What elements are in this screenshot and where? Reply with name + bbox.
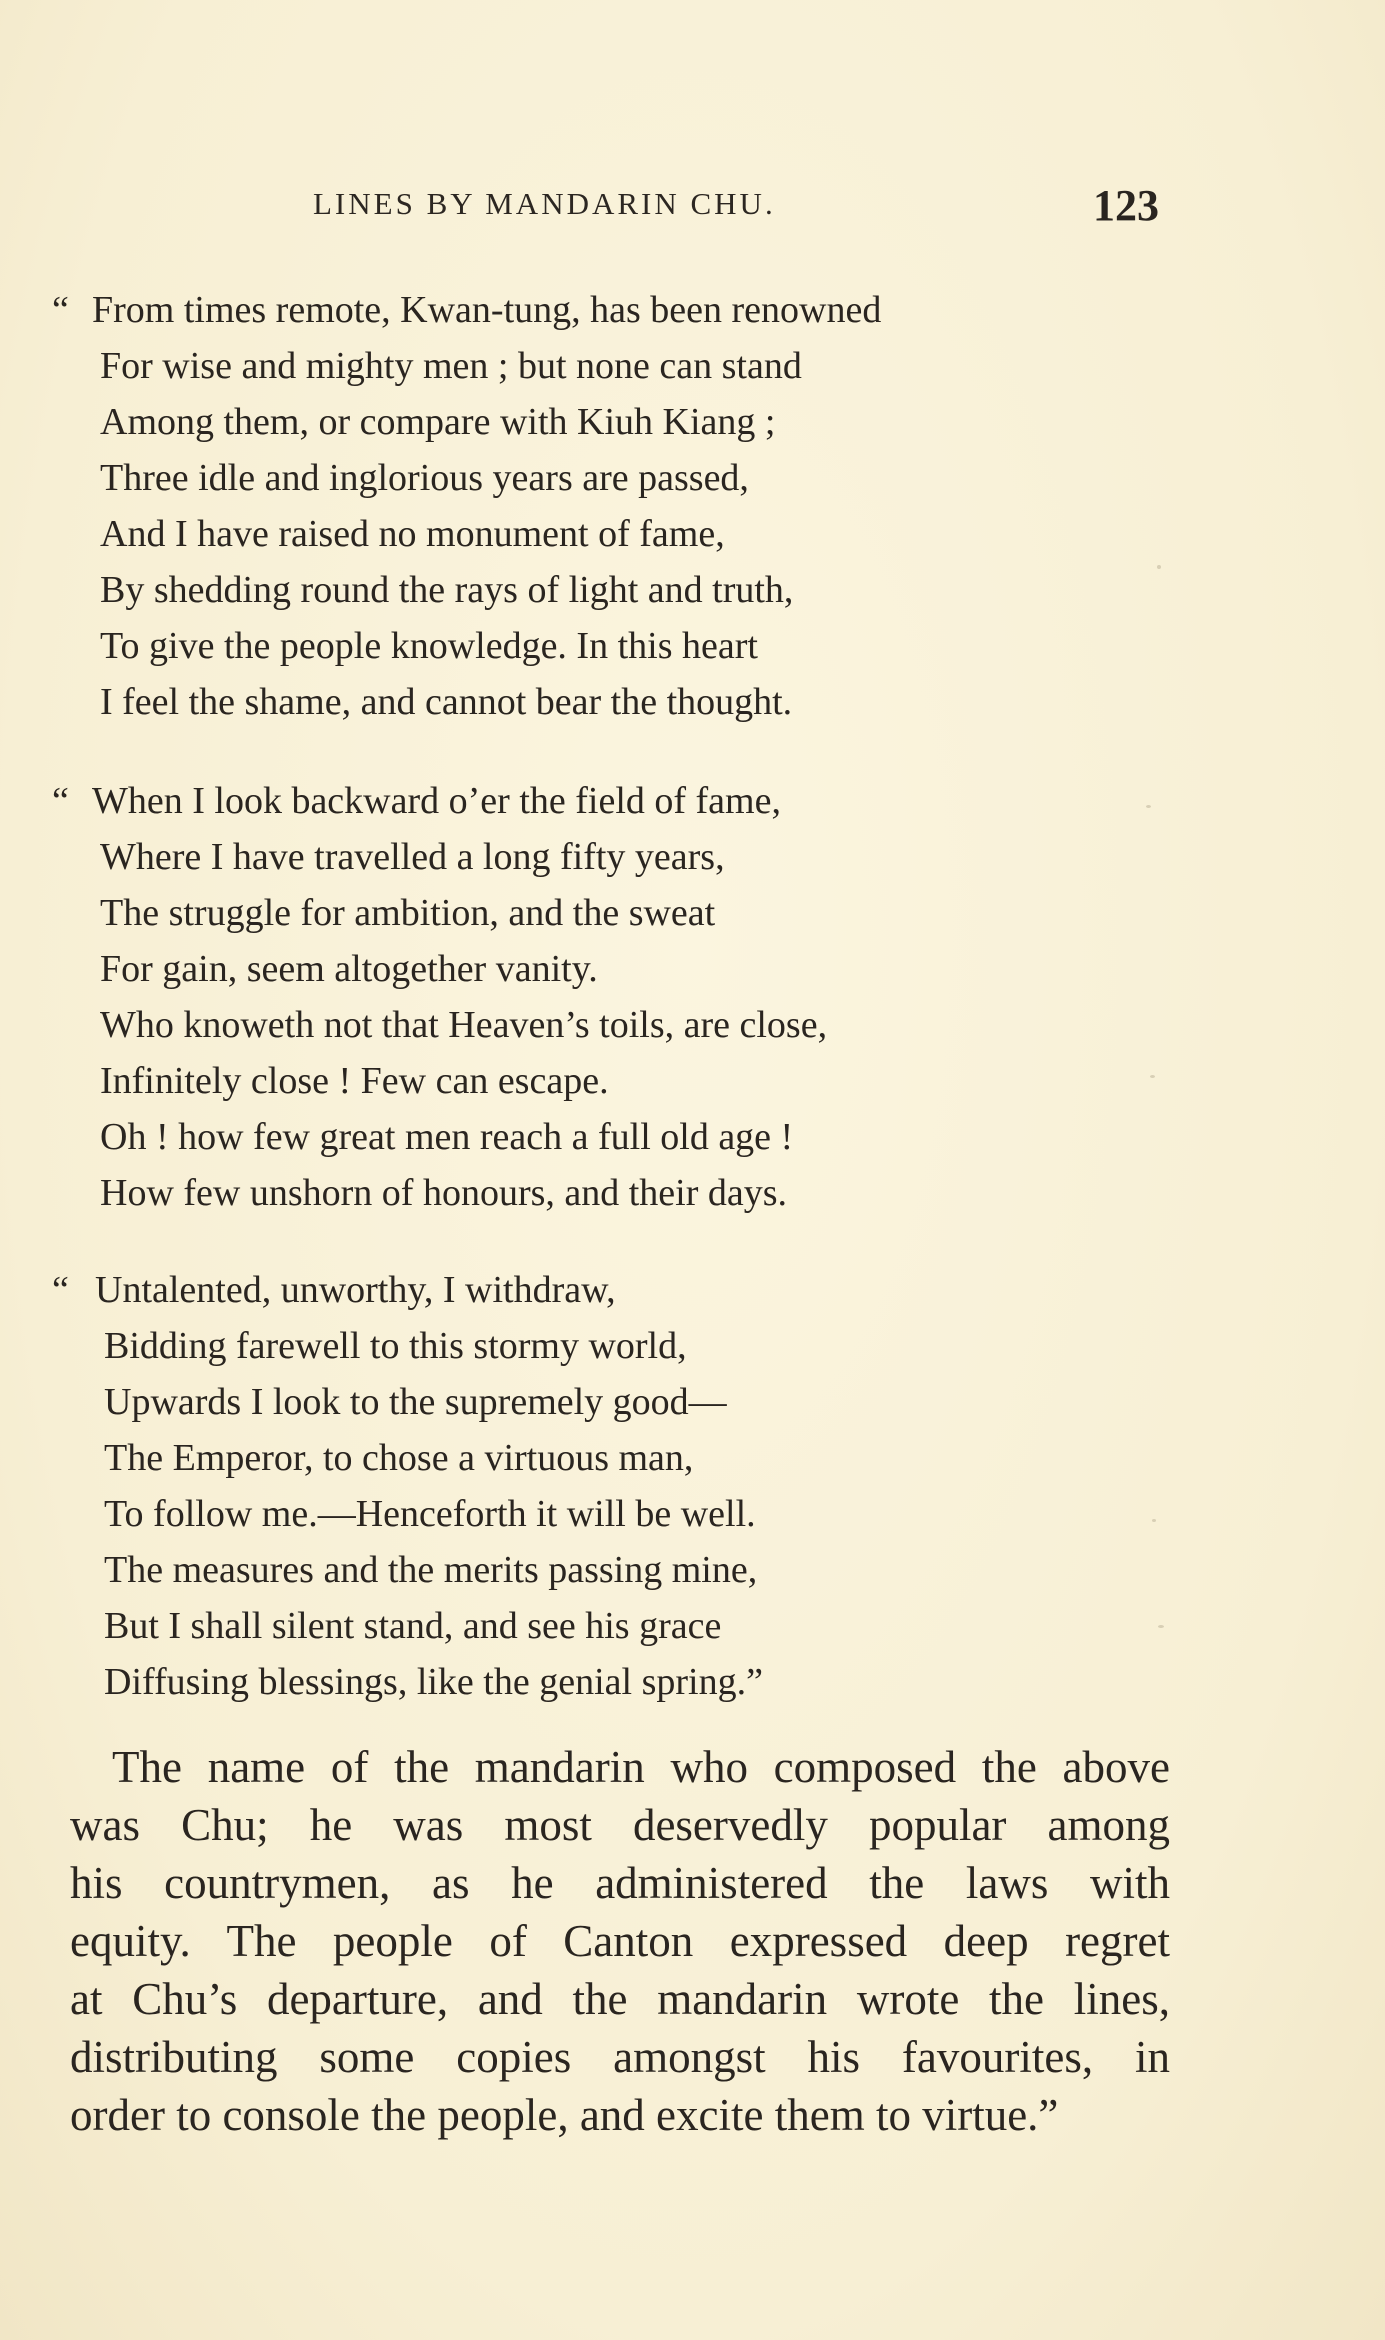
verse-line: To give the people knowledge. In this heart [100, 625, 758, 667]
opening-quote-mark: “ [52, 780, 69, 822]
verse-line: How few unshorn of honours, and their days. [100, 1172, 788, 1214]
verse-line: Oh ! how few great men reach a full old age ! [100, 1116, 794, 1158]
paper-speck [1150, 1075, 1155, 1078]
paragraph-line: distributing some copies amongst his favourites, in [70, 2032, 1170, 2082]
verse-line: I feel the shame, and cannot bear the thought. [100, 681, 793, 723]
paper-speck [1146, 805, 1151, 808]
verse-line: The measures and the merits passing mine, [104, 1549, 758, 1591]
verse-line: From times remote, Kwan-tung, has been renowned [92, 289, 882, 331]
paper-speck [1157, 565, 1161, 569]
paragraph-line: at Chu’s departure, and the mandarin wrote the lines, [70, 1974, 1170, 2024]
verse-line: Three idle and inglorious years are passed, [100, 457, 749, 499]
verse-line: Bidding farewell to this stormy world, [104, 1325, 687, 1367]
verse-line: Upwards I look to the supremely good— [104, 1381, 727, 1423]
verse-line: When I look backward o’er the field of fame, [92, 780, 781, 822]
verse-line: The Emperor, to chose a virtuous man, [104, 1437, 694, 1479]
verse-line: The struggle for ambition, and the sweat [100, 892, 716, 934]
verse-line: To follow me.—Henceforth it will be well. [104, 1493, 756, 1535]
paper-speck [1152, 1519, 1156, 1522]
verse-line: For gain, seem altogether vanity. [100, 948, 598, 990]
paragraph-line: order to console the people, and excite them to virtue.” [70, 2090, 1059, 2140]
verse-line: Among them, or compare with Kiuh Kiang ; [100, 401, 776, 443]
verse-line: By shedding round the rays of light and truth, [100, 569, 794, 611]
verse-line: Infinitely close ! Few can escape. [100, 1060, 609, 1102]
verse-line: Where I have travelled a long fifty years, [100, 836, 725, 878]
opening-quote-mark: “ [52, 1269, 69, 1311]
running-head [0, 181, 1385, 236]
paragraph-line: his countrymen, as he administered the laws with [70, 1858, 1170, 1908]
verse-line: Diffusing blessings, like the genial spring.” [104, 1661, 763, 1703]
opening-quote-mark: “ [52, 289, 69, 331]
verse-line: Untalented, unworthy, I withdraw, [95, 1269, 616, 1311]
paragraph-line: The name of the mandarin who composed the above [112, 1742, 1170, 1792]
verse-line: For wise and mighty men ; but none can stand [100, 345, 802, 387]
page-number: 123 [1093, 181, 1159, 230]
verse-line: And I have raised no monument of fame, [100, 513, 725, 555]
paragraph-line: was Chu; he was most deservedly popular among [70, 1800, 1170, 1850]
verse-line: But I shall silent stand, and see his grace [104, 1605, 722, 1647]
paper-speck [1158, 1625, 1164, 1628]
running-title: LINES BY MANDARIN CHU. [313, 186, 776, 221]
paragraph-line: equity. The people of Canton expressed deep regret [70, 1916, 1170, 1966]
verse-line: Who knoweth not that Heaven’s toils, are close, [100, 1004, 828, 1046]
